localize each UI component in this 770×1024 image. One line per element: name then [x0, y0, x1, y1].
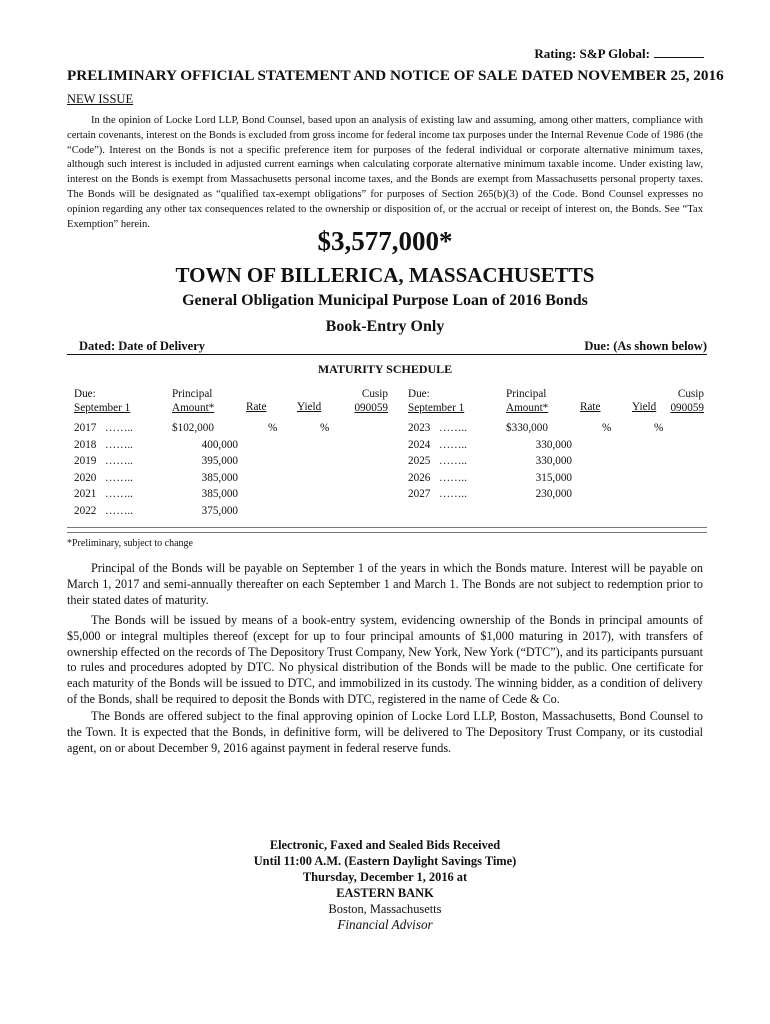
new-issue-label: NEW ISSUE	[67, 92, 134, 106]
paragraph-offering: The Bonds are offered subject to the final approving opinion of Locke Lord LLP, Boston, Massachusetts, Bond Counsel to the Town. It is expected that the Bonds, in definitive form, will be delivered to The Depository Trust Company, or its custodial agent, on or about December 9, 2016 against payment in federal reserve funds.	[67, 709, 703, 755]
table-row: 2019 …….. 395,000	[74, 455, 238, 468]
header-cusip-left: Cusip 090059	[354, 388, 388, 414]
document-headline: PRELIMINARY OFFICIAL STATEMENT AND NOTICE OF SALE DATED NOVEMBER 25, 2016	[67, 67, 724, 84]
header-principal-right: Principal Amount*	[506, 388, 549, 414]
header-due-left: Due: September 1	[74, 388, 131, 414]
loan-title: General Obligation Municipal Purpose Loan of 2016 Bonds	[182, 292, 588, 309]
double-rule-divider	[67, 527, 707, 533]
financial-advisor-city: Boston, Massachusetts	[328, 902, 442, 916]
bond-amount: $3,577,000*	[317, 226, 453, 256]
table-row: 2022 …….. 375,000	[74, 504, 238, 517]
bids-block	[0, 837, 770, 933]
header-rate-left: Rate	[246, 401, 267, 413]
paragraph-principal: Principal of the Bonds will be payable on September 1 of the years in which the Bonds mature. Interest will be payable on March 1, 2017 and semi-annually thereafter on each September 1 and March 1. The Bonds are not subject to redemption prior to their stated dates of maturity.	[67, 561, 703, 607]
rating-blank	[654, 46, 704, 58]
dated-label: Dated: Date of Delivery	[79, 339, 205, 353]
bids-line-2: Until 11:00 A.M. (Eastern Daylight Savings Time)	[253, 854, 517, 868]
bids-line-1: Electronic, Faxed and Sealed Bids Received	[269, 838, 501, 852]
header-rate-right: Rate	[580, 401, 601, 413]
paragraph-book-entry: The Bonds will be issued by means of a book-entry system, evidencing ownership of the Bonds in principal amounts of $5,000 or integral multiples thereof (except for up to four principal amounts of $1,000 maturing in 2017), with transfers of ownership effected on the records of The Depository Trust Company, New York, New York (“DTC”), and its participants pursuant to rules and procedures adopted by DTC. No physical distribution of the Bonds will be made to the public. One certificate for each maturity of the Bonds will be issued to DTC, and immobilized in its custody. The winning bidder, as a condition of delivery of the Bonds, shall be required to deposit the Bonds with DTC, registered in the name of Cede & Co.	[67, 613, 703, 706]
rating-label: Rating: S&P Global:	[534, 46, 650, 61]
financial-advisor-name: EASTERN BANK	[336, 886, 434, 900]
maturity-right-rows	[408, 420, 698, 503]
dated-due-row	[67, 339, 707, 355]
table-row: 2025 …….. 330,000	[408, 455, 572, 468]
table-row: 2026 …….. 315,000	[408, 471, 572, 484]
header-due-right: Due: September 1	[408, 388, 465, 414]
table-row: 2023 …….. $330,000 % %	[408, 422, 664, 434]
table-row: 2017 …….. $102,000 % %	[74, 422, 330, 434]
header-yield-right: Yield	[632, 401, 657, 413]
issuer-name: TOWN OF BILLERICA, MASSACHUSETTS	[175, 263, 595, 287]
financial-advisor-label: Financial Advisor	[337, 917, 433, 932]
due-label: Due: (As shown below)	[584, 339, 707, 353]
preliminary-footnote: *Preliminary, subject to change	[67, 538, 193, 549]
header-yield-left: Yield	[297, 401, 322, 413]
table-row: 2027 …….. 230,000	[408, 488, 572, 501]
table-row: 2018 …….. 400,000	[74, 438, 238, 451]
table-row: 2021 …….. 385,000	[74, 488, 238, 501]
header-cusip-right: Cusip 090059	[670, 388, 704, 414]
rating-line	[500, 46, 704, 62]
header-principal-left: Principal Amount*	[172, 388, 215, 414]
maturity-schedule-title: MATURITY SCHEDULE	[317, 362, 453, 376]
book-entry-label: Book-Entry Only	[325, 318, 445, 335]
table-row: 2024 …….. 330,000	[408, 438, 572, 451]
maturity-left-rows	[74, 420, 364, 520]
tax-opinion-paragraph: In the opinion of Locke Lord LLP, Bond Counsel, based upon an analysis of existing law and assuming, among other matters, compliance with certain covenants, interest on the Bonds is excluded from gross income for federal income tax purposes under the Internal Revenue Code of 1986 (the “Code”). Interest on the Bonds is not a specific preference item for purposes of the federal individual or corporate alternative minimum taxes, although such interest is included in adjusted current earnings when calculating corporate alternative minimum taxable income. Under existing law, interest on the Bonds is exempt from Massachusetts personal income taxes, and the Bonds are exempt from Massachusetts personal property taxes. The Bonds will be designated as “qualified tax-exempt obligations” for purposes of Section 265(b)(3) of the Code. Bond Counsel expresses no opinion regarding any other tax consequences related to the ownership or disposition of, or the accrual or receipt of interest on, the Bonds. See “Tax Exemption” herein.	[67, 115, 703, 230]
bids-line-3: Thursday, December 1, 2016 at	[302, 870, 468, 884]
table-row: 2020 …….. 385,000	[74, 471, 238, 484]
